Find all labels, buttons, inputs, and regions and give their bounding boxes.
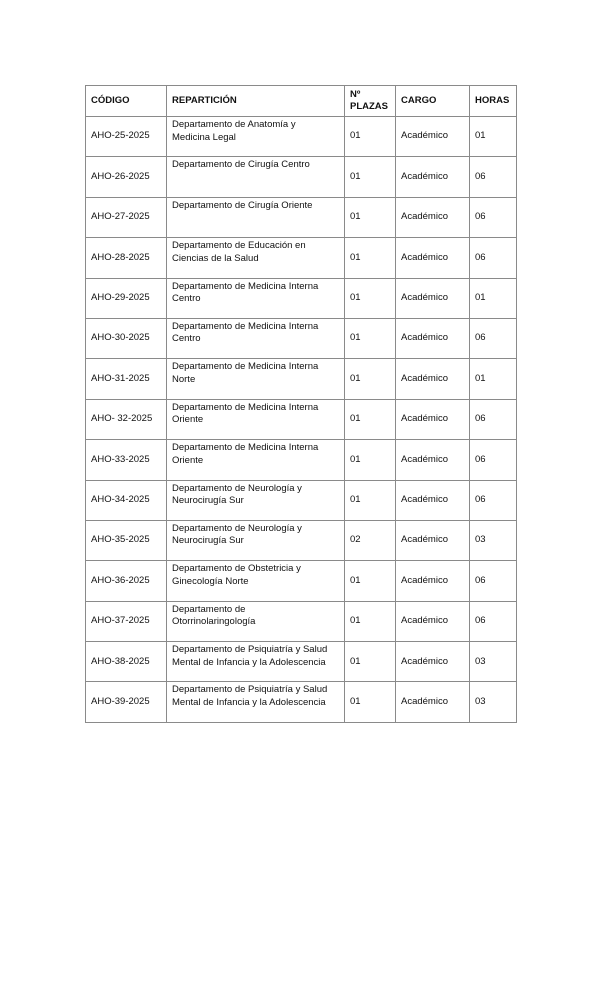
cell-reparticion <box>167 157 345 197</box>
cell-horas: 06 <box>470 197 517 237</box>
reparticion-line1: Departamento de Medicina Interna <box>172 280 319 292</box>
cell-plazas: 01 <box>345 440 396 480</box>
cell-reparticion <box>167 278 345 318</box>
cell-plazas: 01 <box>345 359 396 399</box>
cell-cargo: Académico <box>396 561 470 601</box>
header-reparticion: REPARTICIÓN <box>167 86 345 117</box>
cell-plazas: 01 <box>345 117 396 157</box>
reparticion-line2: Oriente <box>172 414 204 426</box>
cell-codigo: AHO-37-2025 <box>86 601 167 641</box>
table-row <box>86 520 517 560</box>
cell-codigo: AHO-27-2025 <box>86 197 167 237</box>
reparticion-line2: Medicina Legal <box>172 131 236 143</box>
cell-horas: 01 <box>470 359 517 399</box>
table-row <box>86 440 517 480</box>
header-horas: HORAS <box>470 86 517 117</box>
cell-cargo: Académico <box>396 238 470 278</box>
reparticion-line1: Departamento de Cirugía Centro <box>172 159 310 171</box>
table-row <box>86 642 517 682</box>
cell-horas: 06 <box>470 561 517 601</box>
table-header-row <box>86 86 517 117</box>
cell-codigo: AHO-26-2025 <box>86 157 167 197</box>
cell-cargo: Académico <box>396 440 470 480</box>
cell-cargo: Académico <box>396 399 470 439</box>
cell-plazas: 02 <box>345 520 396 560</box>
reparticion-line1: Departamento de Medicina Interna <box>172 442 319 454</box>
reparticion-line2: Mental de Infancia y la Adolescencia <box>172 696 326 708</box>
table-row <box>86 480 517 520</box>
table-row <box>86 682 517 722</box>
cell-codigo: AHO-39-2025 <box>86 682 167 722</box>
reparticion-line2: Centro <box>172 293 201 305</box>
cell-horas: 06 <box>470 318 517 358</box>
cell-reparticion <box>167 359 345 399</box>
cell-horas: 06 <box>470 601 517 641</box>
reparticion-line2: Otorrinolaringología <box>172 616 256 628</box>
cell-cargo: Académico <box>396 682 470 722</box>
cell-reparticion <box>167 480 345 520</box>
cell-plazas: 01 <box>345 682 396 722</box>
cell-plazas: 01 <box>345 157 396 197</box>
cell-codigo: AHO-34-2025 <box>86 480 167 520</box>
cell-horas: 06 <box>470 399 517 439</box>
cell-horas: 06 <box>470 480 517 520</box>
cell-cargo: Académico <box>396 278 470 318</box>
cell-reparticion <box>167 197 345 237</box>
cell-horas: 06 <box>470 440 517 480</box>
header-plazas-line2: PLAZAS <box>350 101 388 112</box>
reparticion-line2: Neurocirugía Sur <box>172 495 244 507</box>
table-row <box>86 117 517 157</box>
cell-reparticion <box>167 520 345 560</box>
cell-reparticion <box>167 117 345 157</box>
cell-codigo: AHO-36-2025 <box>86 561 167 601</box>
cell-horas: 06 <box>470 157 517 197</box>
cell-codigo: AHO-33-2025 <box>86 440 167 480</box>
cell-horas: 06 <box>470 238 517 278</box>
reparticion-line2: Ciencias de la Salud <box>172 252 259 264</box>
cell-reparticion <box>167 318 345 358</box>
reparticion-line1: Departamento de Educación en <box>172 240 306 252</box>
cell-codigo: AHO-38-2025 <box>86 642 167 682</box>
reparticion-line2: Oriente <box>172 454 204 466</box>
reparticion-line2: Norte <box>172 373 196 385</box>
cell-cargo: Académico <box>396 642 470 682</box>
reparticion-line1: Departamento de Medicina Interna <box>172 320 319 332</box>
reparticion-line1: Departamento de Psiquiatría y Salud <box>172 684 328 696</box>
reparticion-line1: Departamento de Anatomía y <box>172 119 296 130</box>
cell-plazas: 01 <box>345 561 396 601</box>
cell-cargo: Académico <box>396 197 470 237</box>
cell-codigo: AHO-28-2025 <box>86 238 167 278</box>
cell-horas: 03 <box>470 642 517 682</box>
reparticion-line2: Neurocirugía Sur <box>172 535 244 547</box>
header-plazas <box>345 86 396 117</box>
reparticion-line1: Departamento de Neurología y <box>172 522 302 534</box>
cell-plazas: 01 <box>345 642 396 682</box>
cell-cargo: Académico <box>396 601 470 641</box>
cell-plazas: 01 <box>345 399 396 439</box>
cell-horas: 01 <box>470 117 517 157</box>
header-codigo: CÓDIGO <box>86 86 167 117</box>
reparticion-line1: Departamento de <box>172 603 246 615</box>
cell-plazas: 01 <box>345 480 396 520</box>
cell-reparticion <box>167 642 345 682</box>
cell-codigo: AHO- 32-2025 <box>86 399 167 439</box>
reparticion-line2: Centro <box>172 333 201 345</box>
table-row <box>86 197 517 237</box>
cell-codigo: AHO-29-2025 <box>86 278 167 318</box>
cell-horas: 01 <box>470 278 517 318</box>
cell-reparticion <box>167 238 345 278</box>
positions-table <box>85 85 517 723</box>
cell-cargo: Académico <box>396 318 470 358</box>
cell-reparticion <box>167 561 345 601</box>
cell-codigo: AHO-25-2025 <box>86 117 167 157</box>
cell-cargo: Académico <box>396 480 470 520</box>
cell-reparticion <box>167 601 345 641</box>
cell-plazas: 01 <box>345 601 396 641</box>
table-row <box>86 399 517 439</box>
cell-horas: 03 <box>470 520 517 560</box>
cell-plazas: 01 <box>345 318 396 358</box>
reparticion-line1: Departamento de Neurología y <box>172 482 302 494</box>
table-row <box>86 157 517 197</box>
cell-reparticion <box>167 682 345 722</box>
reparticion-line1: Departamento de Psiquiatría y Salud <box>172 644 328 656</box>
reparticion-line2: Mental de Infancia y la Adolescencia <box>172 656 326 668</box>
cell-horas: 03 <box>470 682 517 722</box>
table-row <box>86 359 517 399</box>
header-plazas-line1: Nº <box>350 88 361 100</box>
reparticion-line2: Ginecología Norte <box>172 575 249 587</box>
cell-reparticion <box>167 399 345 439</box>
reparticion-line1: Departamento de Medicina Interna <box>172 401 319 413</box>
table-row <box>86 278 517 318</box>
table-row <box>86 561 517 601</box>
cell-cargo: Académico <box>396 157 470 197</box>
cell-codigo: AHO-30-2025 <box>86 318 167 358</box>
cell-plazas: 01 <box>345 278 396 318</box>
cell-codigo: AHO-31-2025 <box>86 359 167 399</box>
reparticion-line1: Departamento de Medicina Interna <box>172 361 319 373</box>
header-cargo: CARGO <box>396 86 470 117</box>
cell-cargo: Académico <box>396 117 470 157</box>
cell-plazas: 01 <box>345 238 396 278</box>
cell-cargo: Académico <box>396 359 470 399</box>
cell-cargo: Académico <box>396 520 470 560</box>
reparticion-line1: Departamento de Obstetricia y <box>172 563 301 575</box>
cell-plazas: 01 <box>345 197 396 237</box>
cell-codigo: AHO-35-2025 <box>86 520 167 560</box>
table-row <box>86 601 517 641</box>
table-row <box>86 238 517 278</box>
table-row <box>86 318 517 358</box>
cell-reparticion <box>167 440 345 480</box>
reparticion-line1: Departamento de Cirugía Oriente <box>172 199 313 211</box>
